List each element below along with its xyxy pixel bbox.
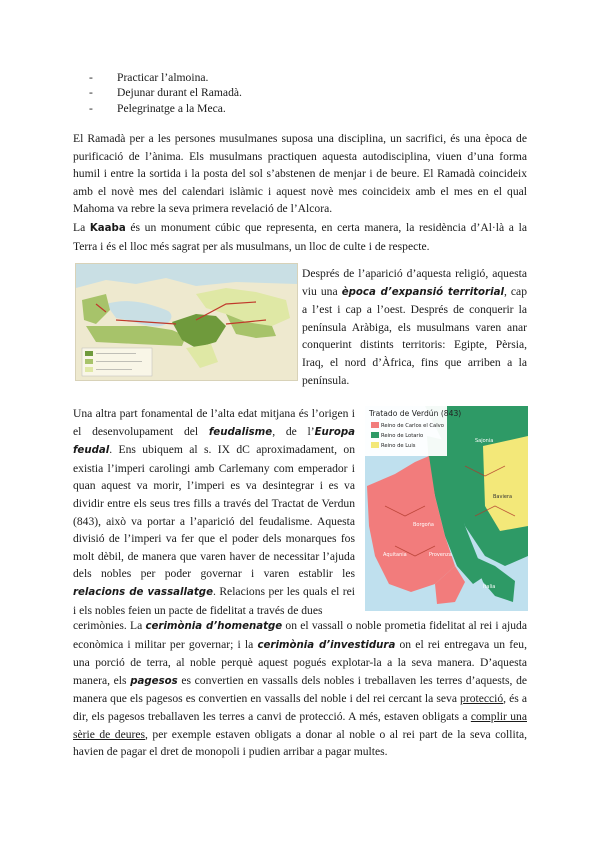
legend-label: Reino de Carlos el Calvo — [381, 423, 444, 429]
keyword-homenatge: cerimònia d’homenatge — [145, 621, 283, 632]
paragraph-ramada: El Ramadà per a les persones musulmanes suposa una disciplina, un sacrifici, és una època de purificació de l’ànima. Els musulmans practiquen aquesta autodisciplina, viuen d’una forma humil i entre la sortida i la posta del sol s’abstenen de menjar i de beure. El Ramadà coincideix amb el novè mes del calendari islàmic i aquest novè mes coincideix amb el mes en el qual Mahoma va rebre la seva primera revelació de l’Alcora. — [73, 132, 527, 216]
verdun-map-title: Tratado de Verdún (843) — [369, 409, 462, 418]
map-label: Provenza — [429, 552, 452, 558]
legend-label: Reino de Luis — [381, 443, 416, 449]
underlined-deures: complir una sèrie de deures — [73, 709, 527, 741]
bullet-dash: - — [89, 71, 93, 84]
map-label: Aquitania — [383, 552, 407, 558]
keyword-pagesos: pagesos — [130, 675, 178, 687]
bullet-dash: - — [89, 101, 93, 115]
pillars-list — [89, 70, 242, 116]
keyword-expansio: època d’expansió territorial — [341, 286, 504, 298]
keyword-kaaba: Kaaba — [89, 223, 126, 234]
verdun-treaty-map — [365, 406, 528, 611]
paragraph-cerimonies: cerimònies. La cerimònia d’homenatge on el vassall o noble prometia fidelitat al rei i ajuda econòmica i militar per governar; i la cerimònia d’investidura on el rei entregava un feu, una porció de terra, al noble perquè aquest pogués explotar-la a la seva manera. D’aquesta manera, els pagesos es convertien en vassalls dels nobles i treballaven les terres d’aquests, de manera que els pagesos es convertien en vassalls del noble i del rei cercant la seva protecció, és a dir, els pagesos treballaven les terres a canvi de protecció. A més, estaven obligats a complir una sèrie de deures, per exemple estaven obligats a donar al noble o al rei part de la seva collita, havien de pagar el dret de monopoli i pudien arribar a pagar multes. — [73, 619, 528, 759]
list-item: - Pelegrinatge a la Meca. — [89, 101, 226, 115]
map-label: Italia — [483, 584, 496, 590]
paragraph-kaaba: La Kaaba és un monument cúbic que representa, en certa manera, la residència d’Al·là a la Terra i és el lloc més sagrat per als musulmans, un lloc de culte i de respecte. — [73, 221, 527, 253]
keyword-europa-feudal: Europa feudal — [73, 426, 355, 457]
map-label: Baviera — [493, 494, 513, 500]
underlined-proteccio: protecció — [460, 692, 504, 706]
keyword-investidura: cerimònia d’investidura — [257, 639, 396, 651]
legend-label: Reino de Lotario — [381, 433, 424, 439]
islamic-expansion-map — [75, 263, 298, 381]
bullet-dash: - — [89, 86, 93, 100]
paragraph-feudalisme: Una altra part fonamental de l’alta edat mitjana és l’origen i el desenvolupament del feudalisme, de l’Europa feudal. Ens ubiquem al s. IX dC aproximadament, on existia l’imperi carolingi amb Carlemany com emperador i quan aquest va morir, l’imperi es va desintegrar i es va dividir entre els seus tres fills a través del Tractat de Verdun (843), això va portar a l’aparició del feudalisme. Aquesta divisió de l’imperi va fer que el poder dels monarques fos molt dèbil, de manera que varen haver de necessitar l’ajuda dels nobles per poder governar i varen establir les relacions de vassallatge. Relacions per les quals el rei i els nobles feien un pacte de fidelitat a través de dues — [73, 407, 355, 617]
list-item: - Practicar l’almoina. — [89, 71, 209, 84]
keyword-feudalisme: feudalisme — [208, 426, 273, 438]
map-label: Sajonia — [475, 438, 494, 444]
map-label: Borgoña — [413, 522, 434, 528]
keyword-vassallatge: relacions de vassallatge — [73, 586, 213, 598]
list-item: - Dejunar durant el Ramadà. — [89, 86, 242, 100]
paragraph-expansio: Després de l’aparició d’aquesta religió, aquesta viu una època d’expansió territorial, cap a l’est i cap a l’oest. Després de conquerir la península Aràbiga, els musulmans varen anar conquerint distints territoris: Egipte, Pèrsia, Iraq, el nord d’Àfrica, fins que arriben a la península. — [302, 267, 527, 387]
